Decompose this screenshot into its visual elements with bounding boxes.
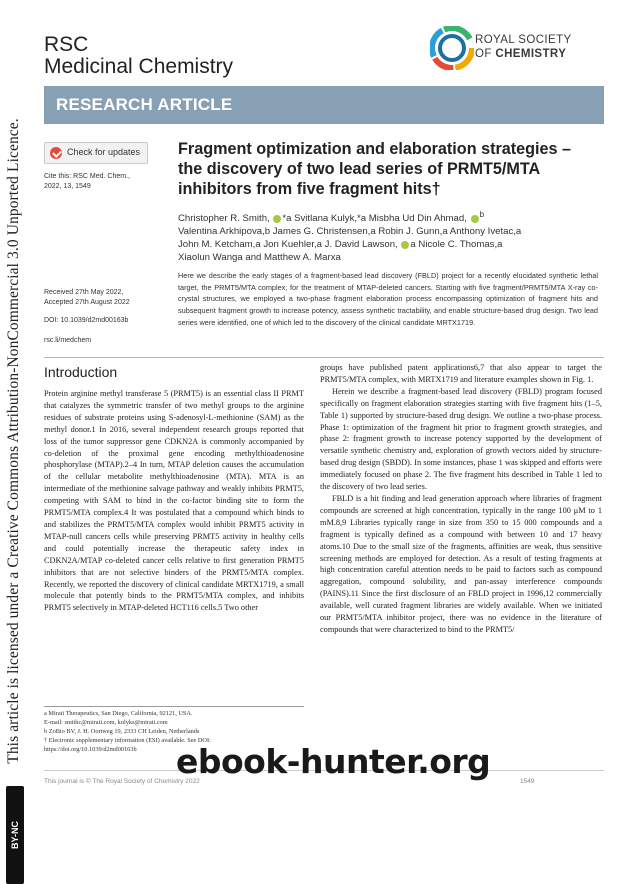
license-strip	[2, 96, 26, 850]
abstract: Here we describe the early stages of a fragment-based lead discovery (FBLD) project for a recently elucidated synthetic lethal target, the PRMT5/MTA complex, for the treatment of MTAP-deleted cancers. Starting with five fragment/PRMT5/MTA X-ray co-crystal structures, we employed a two-phase fragment elaboration process encompassing optimization of fragment hits and subsequent fragment growth to increase potency, assess synthetic tractability, and enable structure-based drug design. Two lead series were identified, one of which led to the discovery of the clinical candidate MRTX1719.	[178, 271, 598, 327]
check-icon	[50, 147, 62, 159]
body-column-left	[44, 388, 304, 614]
paragraph: Herein we describe a fragment-based lead discovery (FBLD) program focused specifically on fragment elaboration strategies starting with five fragment hits (1–5, Table 1) supported by structure-based drug design. We outline a two-phase process. Phase 1: optimization of the fragment hit prior to fragment growth strategies, and phase 2: fragment growth to increase potency supported by the development of versatile synthetic chemistry and, exploration of growth vectors aided by structure-based drug design (SBDD). In some instances, phase 1 was skipped and efforts were immediately focused on phase 2. The five fragment hits described in Table 1 led to the discovery of two lead series.	[320, 386, 602, 492]
cc-license-badge[interactable]: BY-NC	[6, 786, 24, 884]
license-text: This article is licensed under a Creative Commons Attribution-NonCommercial 3.0 Unported Licence.	[5, 118, 22, 764]
article-title: Fragment optimization and elaboration strategies – the discovery of two lead series of PRMT5/MTA inhibitors from five fragment hits†	[178, 140, 572, 198]
page-number: 1549	[520, 778, 535, 785]
journal-name: RSC Medicinal Chemistry	[44, 33, 234, 78]
footer-copyright: This journal is © The Royal Society of Chemistry 2022	[44, 778, 200, 785]
footnotes: a Mirati Therapeutics, San Diego, California, 92121, USA. E-mail: smithc@mirati.com, kulyks@mirati.com b ZoBio BV, J. H. Oortweg 19, 2333 CH Leiden, Netherlands † Electronic supplementary information (ESI) available. See DOI: https://doi.org/10.1039/d2md00163b	[44, 710, 211, 753]
doi[interactable]: DOI: 10.1039/d2md00163b	[44, 317, 129, 324]
orcid-icon[interactable]	[273, 215, 281, 223]
article-type: RESEARCH ARTICLE	[56, 95, 233, 114]
check-for-updates-button[interactable]: Check for updates	[44, 142, 148, 164]
section-heading: Introduction	[44, 364, 118, 380]
divider	[44, 357, 604, 358]
paragraph: groups have published patent applications6,7 that also appear to target the PRMT5/MTA complex, with MRTX1719 and literature examples shown in Fig. 1.	[320, 363, 602, 384]
watermark: ebook-hunter.org	[176, 742, 491, 781]
rsc-logo: ROYAL SOCIETY OF CHEMISTRY	[430, 26, 590, 72]
article-type-banner	[44, 86, 604, 124]
author-list: Christopher R. Smith, *a Svitlana Kulyk,*a Misbha Ud Din Ahmad, $^b$ Valentina Arkhipova,b James G. Christensen,a Robin J. Gunn,a Anthony Ivetac,a John M. Ketcham,a Jon Kuehler,a J. David Lawson, a Nicole C. Thomas,a Xiaolun Wanga and Matthew A. Marxa	[178, 210, 522, 264]
orcid-icon[interactable]	[471, 215, 479, 223]
rsc-logo-icon	[430, 26, 474, 70]
journal-link[interactable]: rsc.li/medchem	[44, 337, 92, 344]
received-dates: Received 27th May 2022, Accepted 27th August 2022	[44, 289, 130, 306]
body-column-right	[320, 362, 602, 636]
paragraph: FBLD is a hit finding and lead generation approach where libraries of fragment compounds are screened at high concentration, typically in the range 100 μM to 1 mM.8,9 Libraries typically range in size from 350 to 15 000 compounds and a fragment is typically defined as a compound with between 10 and 17 heavy atoms.10 Due to the small size of the fragments, affinities are weak, thus sensitive screening methods are employed for detection. As a result of testing fragments at high concentration careful attention needs to be paid to factors such as compound aggregation, compound solubility, and pan-assay interference compounds (PAINS).11 Since the first disclosure of an FBLD project in 1996,12 commercially available, well curated fragment libraries are widely available. When we initiated our PRMT5/MTA inhibitor project, there was no evidence in the literature of compounds that were characterized to bind to the PRMT5/	[320, 493, 602, 634]
citation: Cite this: RSC Med. Chem., 2022, 13, 1549	[44, 173, 130, 190]
paragraph: Protein arginine methyl transferase 5 (PRMT5) is an essential class II PRMT that catalyzes the symmetric transfer of two methyl groups to the arginine residues of substrate proteins using S-adenosyl-L-methionine (SAM) as the methyl donor.1 In 2016, several independent research groups reported that loss of the tumor suppressor gene CDKN2A is commonly accompanied by co-deletion of the proximal gene encoding methylthioadenosine phosphorylase (MTAP).2–4 In turn, MTAP deletion causes the accumulation of the cellular metabolite methylthioadenosine (MTA). MTA is an intermediate of the methionine salvage pathway and weakly inhibits PRMT5, competing with SAM to bind in the co-factor binding site to form the PRMT5/MTA complex.4 It was postulated that a compound which binds to and stabilizes the PRMT5/MTA complex would inhibit PRMT5 activity in MTAP-null cancers cells while preserving PRMT5 activity in healthy cells and could potentially increase the therapeutic safety index in CDKN2A/MTAP co-deleted cancer cells relative to first generation PRMT5 inhibitors that are not selective binders of the PRMT5/MTA complex. Recently, we reported the discovery of clinical candidate MRTX1719, a small molecule that potently binds to the PRMT5/MTA complex, and inhibits PRMT5 selectively in MTAP-deleted HCT116 cells.5 Two other	[44, 389, 304, 613]
orcid-icon[interactable]	[401, 241, 409, 249]
footnote-divider	[44, 706, 304, 707]
